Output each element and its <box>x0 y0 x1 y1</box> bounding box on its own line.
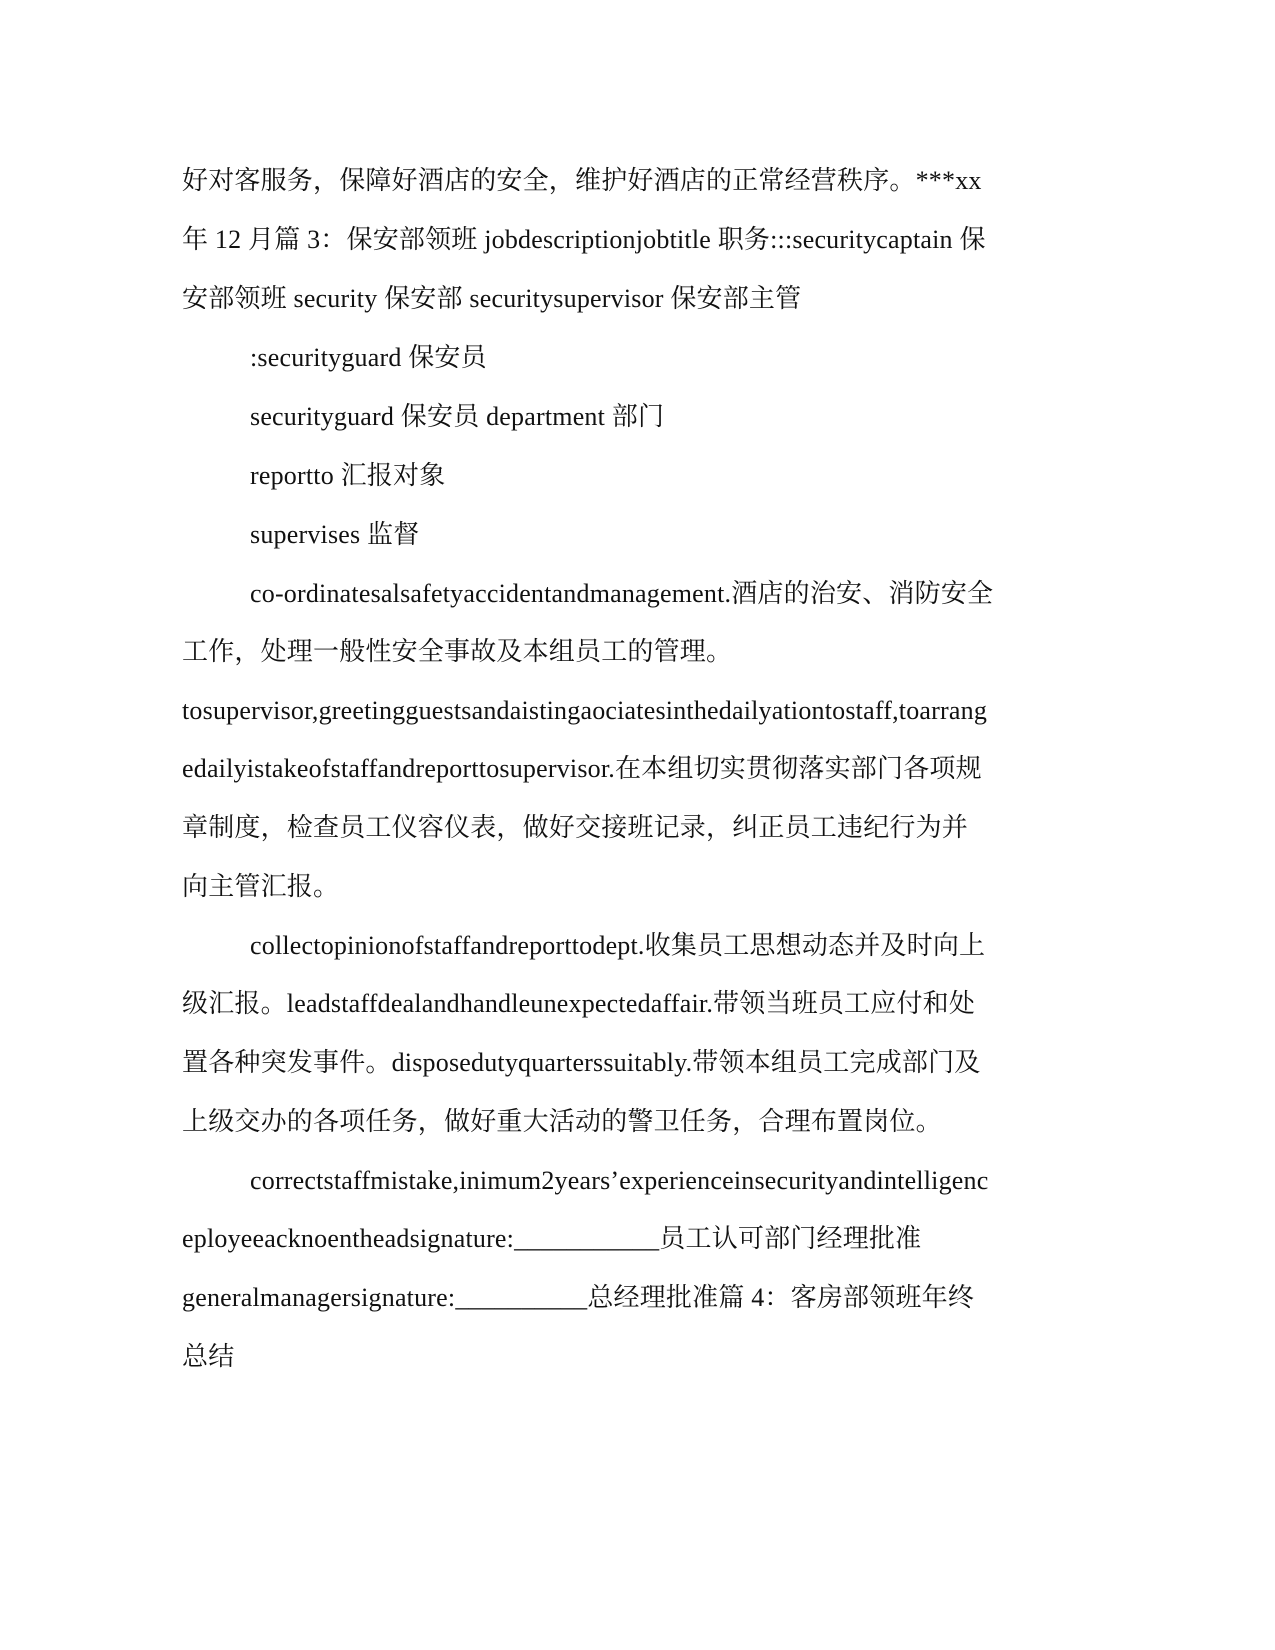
text-line-18: correctstaffmistake,inimum2years’experienceinsecurityandintelligenc <box>250 1166 989 1195</box>
text-line-15: 级汇报。leadstaffdealandhandleunexpectedaffair.带领当班员工应付和处 <box>182 989 976 1018</box>
text-line-5: securityguard 保安员 department 部门 <box>250 402 665 431</box>
text-line-13: 向主管汇报。 <box>182 872 340 901</box>
text-line-2: 年 12 月篇 3：保安部领班 jobdescriptionjobtitle 职务:::securitycaptain 保 <box>182 225 986 254</box>
text-line-7: supervises 监督 <box>250 520 420 549</box>
text-line-19: eployeeacknoentheadsignature:___________员工认可部门经理批准 <box>182 1224 922 1253</box>
text-line-17: 上级交办的各项任务，做好重大活动的警卫任务，合理布置岗位。 <box>182 1107 942 1136</box>
text-line-6: reportto 汇报对象 <box>250 461 446 490</box>
text-line-16: 置各种突发事件。disposedutyquarterssuitably.带领本组员工完成部门及 <box>182 1048 981 1077</box>
text-line-4: :securityguard 保安员 <box>250 343 487 372</box>
text-line-9: 工作，处理一般性安全事故及本组员工的管理。 <box>182 637 733 666</box>
text-line-11: edailyistakeofstaffandreporttosupervisor.在本组切实贯彻落实部门各项规 <box>182 754 982 783</box>
text-line-14: collectopinionofstaffandreporttodept.收集员工思想动态并及时向上 <box>250 931 986 960</box>
text-line-1: 好对客服务，保障好酒店的安全，维护好酒店的正常经营秩序。***xx <box>182 166 982 195</box>
text-line-3: 安部领班 security 保安部 securitysupervisor 保安部主管 <box>182 284 802 313</box>
text-line-10: tosupervisor,greetingguestsandaistingaociatesinthedailyationtostaff,toarrang <box>182 696 988 725</box>
text-line-12: 章制度，检查员工仪容仪表，做好交接班记录，纠正员工违纪行为并 <box>182 813 969 842</box>
text-line-8: co-ordinatesalsafetyaccidentandmanagement.酒店的治安、消防安全 <box>250 579 994 608</box>
text-line-21: 总结 <box>182 1342 235 1371</box>
text-line-20: generalmanagersignature:__________总经理批准篇 4：客房部领班年终 <box>182 1283 975 1312</box>
